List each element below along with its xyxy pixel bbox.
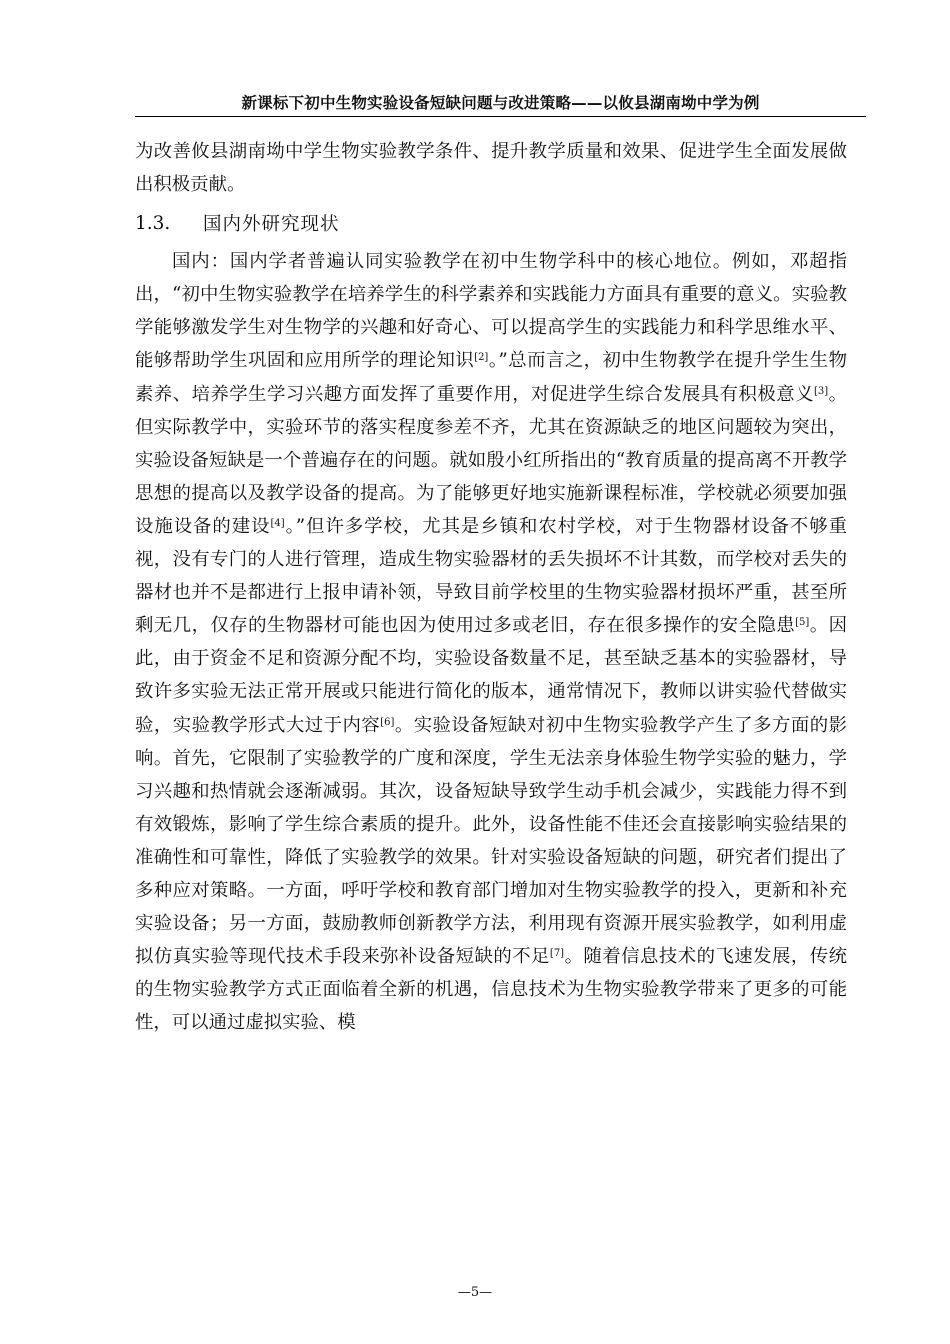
text-segment: 。但实际教学中，实验环节的落实程度参差不齐，尤其在资源缺乏的地区问题较为突出，实验设备短缺是一个普遍存在的问题。就如殷小红所指出的“教育质量的提高离不开教学思想的提高以及教学设备的提高。为了能够更好地实施新课程标准，学校就必须要加强设施设备的建设 [135,383,847,537]
text-segment: 。实验设备短缺对初中生物实验教学产生了多方面的影响。首先，它限制了实验教学的广度和深度，学生无法亲身体验生物学实验的魅力，学习兴趣和热情就会逐渐减弱。其次，设备短缺导致学生动手机会减少，实践能力得不到有效锻炼，影响了学生综合素质的提升。此外，设备性能不佳还会直接影响实验结果的准确性和可靠性，降低了实验教学的效果。针对实验设备短缺的问题，研究者们提出了多种应对策略。一方面，呼吁学校和教育部门增加对生物实验教学的投入，更新和补充实验设备；另一方面，鼓励教师创新教学方法，利用现有资源开展实验教学，如利用虚拟仿真实验等现代技术手段来弥补设备短缺的不足 [135,714,847,968]
intro-paragraph: 为改善攸县湖南坳中学生物实验教学条件、提升教学质量和效果、促进学生全面发展做出积极贡献。 [135,141,847,196]
citation: [5] [795,617,810,629]
running-header: 新课标下初中生物实验设备短缺问题与改进策略——以攸县湖南坳中学为例 [241,94,760,112]
page-number: —5— [457,1285,493,1300]
text-segment: 。”但许多学校，尤其是乡镇和农村学校，对于生物器材设备不够重视，没有专门的人进行管理，造成生物实验器材的丢失损坏不计其数，而学校对丢失的器材也并不是都进行上报申请补领，导致目前学校里的生物实验器材损坏严重，甚至所剩无几，仅存的生物器材可能也因为使用过多或老旧，存在很多操作的安全隐患 [135,515,847,637]
header-rule [135,116,866,117]
citation: [6] [380,716,395,728]
text-segment: 国内：国内学者普遍认同实验教学在初中生物学科中的核心地位。例如，邓超指出，“初中生物实验教学在培养学生的科学素养和实践能力方面具有重要的意义。实验教学能够激发学生对生物学的兴趣和好奇心、可以提高学生的实践能力和科学思维水平、能够帮助学生巩固和应用所学的理论知识 [135,251,847,372]
citation: [4] [270,517,285,529]
section-title: 国内外研究现状 [203,214,340,236]
citation: [3] [813,385,829,397]
text-segment: 。”总而言之，初中生物教学在提升学生生物素养、培养学生学习兴趣方面发挥了重要作用，对促进学生综合发展具有积极意义 [135,350,847,405]
body-paragraph [135,245,847,1039]
section-heading [135,201,847,245]
text-segment: 。因此，由于资金不足和资源分配不均，实验设备数量不足，甚至缺乏基本的实验器材，导致许多实验无法正常开展或只能进行简化的版本，通常情况下，教师以讲实验代替做实验，实验教学形式大过于内容 [135,615,847,736]
citation: [2] [474,352,489,364]
page-body [135,135,847,1039]
section-number: 1.3. [135,212,171,234]
citation: [7] [549,948,565,960]
text-segment: 。随着信息技术的飞速发展，传统的生物实验教学方式正面临着全新的机遇，信息技术为生物实验教学带来了更多的可能性，可以通过虚拟实验、模 [135,946,847,1034]
